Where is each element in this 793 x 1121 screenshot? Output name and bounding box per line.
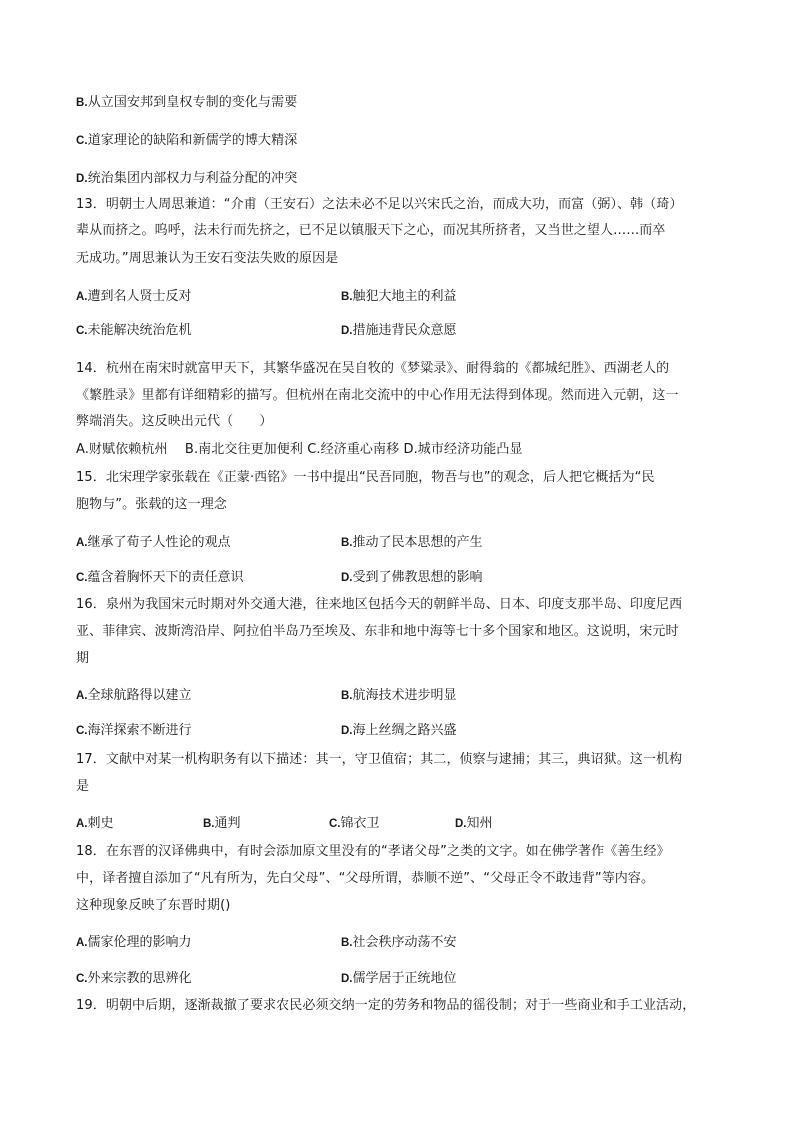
q13-stem-line-2: 辈从而挤之。呜呼，法未行而先挤之，已不足以镇服天下之心，而况其所挤者，又当世之望人……而卒 — [76, 223, 666, 238]
q14-stem-line-1: 14．杭州在南宋时就富甲天下，其繁华盛况在吴自牧的《梦粱录》、耐得翁的《都城纪胜》、西湖老人的 — [76, 361, 670, 376]
q18-option-b: B.社会秩序动荡不安 — [341, 935, 457, 950]
q17-option-a: A.刺史 — [76, 816, 114, 831]
q15-option-b: B.推动了民本思想的产生 — [341, 535, 483, 550]
q17-option-d: D.知州 — [455, 816, 493, 831]
q16-stem-line-1: 16．泉州为我国宋元时期对外交通大港，往来地区包括今天的朝鲜半岛、日本、印度支那半岛、印度尼西 — [76, 597, 683, 612]
q18-stem-line-2: 中，译者擅自添加了“凡有所为，先白父母”、“父母所谓，恭顺不逆”、“父母正令不敢违背”等内容。 — [76, 871, 655, 886]
q17-option-b: B.通判 — [203, 816, 241, 831]
q12-option-d: D.统治集团内部权力与利益分配的冲突 — [76, 171, 298, 186]
q15-stem-line-2: 胞物与”。张载的这一理念 — [76, 497, 227, 512]
q15-stem-line-1: 15．北宋理学家张载在《正蒙·西铭》一书中提出“民吾同胞，物吾与也”的观念，后人把它概括为“民 — [76, 470, 655, 485]
q16-option-b: B.航海技术进步明显 — [341, 688, 457, 703]
q14-stem-line-3: 弊端消失。这反映出元代（ ） — [76, 414, 273, 429]
q15-option-a: A.继承了荀子人性论的观点 — [76, 535, 231, 550]
q13-option-d: D.措施违背民众意愿 — [341, 323, 457, 338]
q16-stem-line-3: 期 — [76, 651, 90, 666]
q17-stem-line-2: 是 — [76, 779, 90, 794]
q16-option-d: D.海上丝绸之路兴盛 — [341, 723, 457, 738]
q17-option-c: C.锦衣卫 — [329, 816, 380, 831]
q16-option-c: C.海洋探索不断进行 — [76, 723, 192, 738]
q13-option-a: A.遭到名人贤士反对 — [76, 289, 192, 304]
q13-stem-line-1: 13．明朝士人周思兼道：“介甫（王安石）之法未必不足以兴宋氏之治，而成大功，而富（弼）、韩（琦） — [76, 197, 683, 212]
q16-stem-line-2: 亚、菲律宾、波斯湾沿岸、阿拉伯半岛乃至埃及、东非和地中海等七十多个国家和地区。这说明，宋元时 — [76, 624, 679, 639]
q16-option-a: A.全球航路得以建立 — [76, 688, 192, 703]
q12-option-b: B.从立国安邦到皇权专制的变化与需要 — [76, 95, 298, 110]
q12-option-c: C.道家理论的缺陷和新儒学的博大精深 — [76, 133, 298, 148]
q14-stem-line-2: 《繁胜录》里都有详细精彩的描写。但杭州在南北交流中的中心作用无法得到体现。然而进入元朝，这一 — [76, 388, 679, 403]
q14-options: A.财赋依赖杭州 B.南北交往更加便利 C.经济重心南移 D.城市经济功能凸显 — [76, 442, 523, 457]
q15-option-c: C.蕴含着胸怀天下的责任意识 — [76, 570, 244, 585]
q19-stem-line-1: 19．明朝中后期，逐渐裁撤了要求农民必须交纳一定的劳务和物品的徭役制；对于一些商业和手工业活动， — [76, 998, 696, 1013]
q13-option-c: C.未能解决统治危机 — [76, 323, 192, 338]
q18-stem-line-1: 18．在东晋的汉译佛典中，有时会添加原文里没有的“孝诸父母”之类的文字。如在佛学著作《善生经》 — [76, 844, 670, 859]
q13-stem-line-3: 无成功。”周思兼认为王安石变法失败的原因是 — [76, 251, 339, 266]
q17-stem-line-1: 17．文献中对某一机构职务有以下描述：其一，守卫值宿；其二，侦察与逮捕；其三，典诏狱。这一机构 — [76, 752, 683, 767]
q18-option-a: A.儒家伦理的影响力 — [76, 935, 192, 950]
q18-stem-line-3: 这种现象反映了东晋时期() — [76, 898, 231, 913]
q15-option-d: D.受到了佛教思想的影响 — [341, 570, 483, 585]
q18-option-d: D.儒学居于正统地位 — [341, 971, 457, 986]
q13-option-b: B.触犯大地主的利益 — [341, 289, 457, 304]
q18-option-c: C.外来宗教的思辨化 — [76, 971, 192, 986]
